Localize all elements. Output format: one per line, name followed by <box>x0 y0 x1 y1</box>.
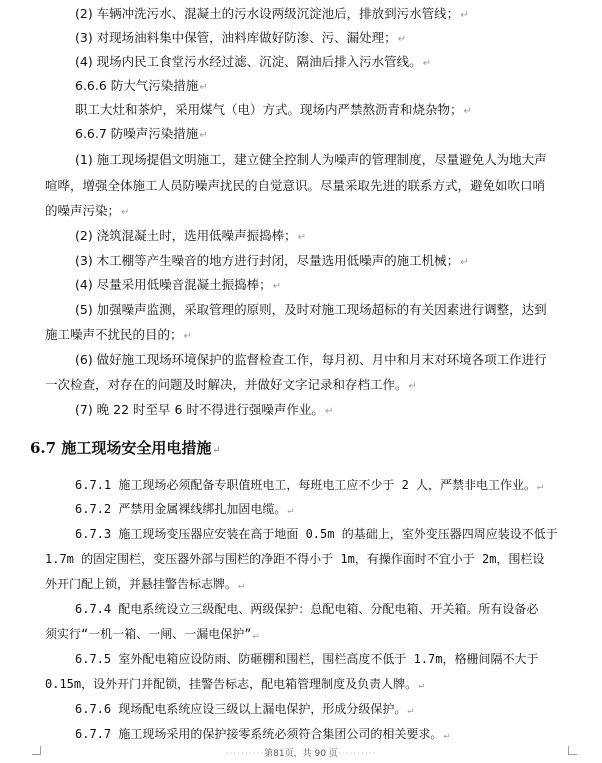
page-number: 第81页，共 90 页 <box>264 749 338 759</box>
text-line: (3) 对现场油料集中保管，油料库做好防渗、污、漏处理；↵ <box>75 30 407 45</box>
text-line: 的噪声污染；↵ <box>45 203 130 218</box>
text-line: 施工噪声不扰民的目的；↵ <box>45 327 192 342</box>
text-line: 0.15m，设外开门并配锁，挂警告标志，配电箱管理制度及负责人牌。↵ <box>45 677 425 691</box>
text-line: (7) 晚 22 时至早 6 时不得进行强噪声作业。↵ <box>75 402 334 417</box>
subsection-title: 6.6.6 防大气污染措施↵ <box>75 78 208 93</box>
text-line: 一次检查，对存在的问题及时解决，并做好文字记录和存档工作。↵ <box>45 377 417 392</box>
text-line: 6.7.7 施工现场采用的保护接零系统必须符合集团公司的相关要求。↵ <box>75 727 450 741</box>
text-line: (5) 加强噪声监测，采取管理的原则，及时对施工现场超标的有关因素进行调整，达到 <box>75 302 547 317</box>
text-line: 外开门配上锁，并悬挂警告标志牌。↵ <box>45 577 245 591</box>
text-line: 6.7.2 严禁用金属裸线绑扎加固电缆。↵ <box>75 502 294 516</box>
text-line: 6.7.1 施工现场必须配备专职值班电工，每班电工应不少于 2 人，严禁非电工作业。↵ <box>75 478 544 492</box>
text-line: (2) 车辆冲洗污水、混凝土的污水设两级沉淀池后，排放到污水管线；↵ <box>75 6 469 21</box>
footer-dots: ·········· <box>225 749 265 759</box>
text-line: 职工大灶和茶炉，采用煤气（电）方式。现场内严禁熬沥青和烧杂物；↵ <box>75 102 472 117</box>
text-line: 6.7.4 配电系统设立三级配电、两级保护：总配电箱、分配电箱、开关箱。所有设备必 <box>75 602 539 616</box>
text-line: (4) 现场内民工食堂污水经过滤、沉淀、隔油后排入污水管线。↵ <box>75 54 432 69</box>
text-line: 1.7m 的固定围栏，变压器外部与围栏的净距不得小于 1m，有操作面时不宜小于 2m，围栏设 <box>45 552 545 566</box>
text-line: 喧哗，增强全体施工人员防噪声扰民的自觉意识。尽量采取先进的联系方式，避免如吹口哨 <box>45 178 546 193</box>
page-footer: ··········第81页，共 90 页·········· <box>225 749 377 759</box>
text-line: (4) 尽量采用低噪音混凝土振捣棒；↵ <box>75 277 282 292</box>
section-heading: 6.7 施工现场安全用电措施↵ <box>30 439 221 457</box>
subsection-title: 6.6.7 防噪声污染措施↵ <box>75 126 208 141</box>
text-line: 6.7.5 室外配电箱应设防雨、防砸棚和围栏，围栏高度不低于 1.7m，格栅间隔不大于 <box>75 652 539 666</box>
text-line: (2) 浇筑混凝土时，选用低噪声振捣棒；↵ <box>75 228 307 243</box>
text-line: 须实行“一机一箱、一闸、一漏电保护”↵ <box>45 627 259 641</box>
text-line: (1) 施工现场提倡文明施工，建立健全控制人为噪声的管理制度，尽量避免人为地大声 <box>75 152 547 167</box>
text-line: (3) 木工棚等产生噪音的地方进行封闭，尽量选用低噪声的施工机械；↵ <box>75 253 469 268</box>
text-line: 6.7.3 施工现场变压器应安装在高于地面 0.5m 的基础上，室外变压器四周应装设不低于 <box>75 527 558 541</box>
text-line: 6.7.6 现场配电系统应设三级以上漏电保护，形成分级保护。↵ <box>75 702 414 716</box>
text-line: (6) 做好施工现场环境保护的监督检查工作，每月初、月中和月末对环境各项工作进行 <box>75 352 547 367</box>
